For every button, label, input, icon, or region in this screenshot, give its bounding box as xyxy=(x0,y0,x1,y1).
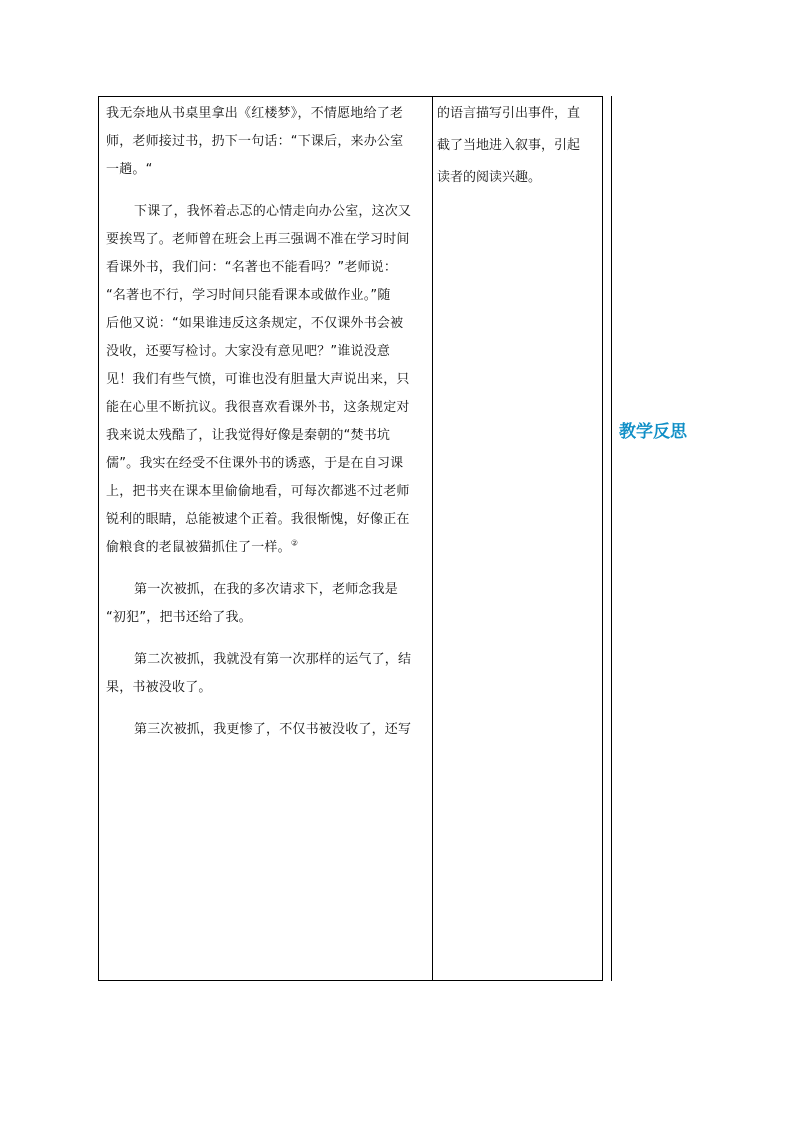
text-line: “名著也不行，学习时间只能看课本或做作业。”随 xyxy=(106,288,391,303)
text-line: 上，把书夹在课本里偷偷地看，可每次都逃不过老师 xyxy=(106,484,410,499)
text-line: 果，书被没收了。 xyxy=(106,680,212,695)
footnote-marker: ② xyxy=(290,538,299,548)
text-line: 我无奈地从书桌里拿出《红楼梦》，不情愿地给了老 xyxy=(106,106,404,121)
text-line: 第三次被抓，我更惨了，不仅书被没收了，还写 xyxy=(134,722,412,737)
text-line: 能在心里不断抗议。我很喜欢看课外书，这条规定对 xyxy=(106,400,410,415)
text-line: 第一次被抓，在我的多次请求下，老师念我是 xyxy=(134,582,399,597)
text-line: 看课外书，我们问：“名著也不能看吗？”老师说： xyxy=(106,260,398,275)
column-divider xyxy=(432,96,433,981)
text-line: 师，老师接过书，扔下一句话：“下课后，来办公室 xyxy=(106,134,404,149)
essay-text-column xyxy=(106,100,428,744)
annotation-line: 的语言描写引出事件，直 xyxy=(437,106,581,121)
paragraph-4 xyxy=(106,646,428,702)
text-line-with-marker xyxy=(106,534,428,562)
text-line: “初犯”，把书还给了我。 xyxy=(106,610,252,625)
reflection-column-rule xyxy=(611,96,612,981)
annotation-line: 读者的阅读兴趣。 xyxy=(437,170,542,185)
text-line: 下课了，我怀着忐忑的心情走向办公室，这次又 xyxy=(134,204,412,219)
text-line: 儒”。我实在经受不住课外书的诱惑，于是在自习课 xyxy=(106,456,404,471)
paragraph-2 xyxy=(106,198,428,562)
annotation-column xyxy=(437,98,599,194)
text-line: 见！我们有些气愤，可谁也没有胆量大声说出来，只 xyxy=(106,372,410,387)
teaching-reflection-heading: 教学反思 xyxy=(619,422,687,442)
annotation-line: 截了当地进入叙事，引起 xyxy=(437,138,581,153)
text-line: 要挨骂了。老师曾在班会上再三强调不准在学习时间 xyxy=(106,232,410,247)
paragraph-3 xyxy=(106,576,428,632)
text-line: 第二次被抓，我就没有第一次那样的运气了，结 xyxy=(134,652,412,667)
text-line: 锐利的眼睛，总能被逮个正着。我很惭愧，好像正在 xyxy=(106,512,410,527)
text-segment: 偷粮食的老鼠被猫抓住了一样。 xyxy=(106,540,291,555)
text-line: 我来说太残酷了，让我觉得好像是秦朝的“焚书坑 xyxy=(106,428,391,443)
text-line: 一趟。“ xyxy=(106,162,153,177)
paragraph-1 xyxy=(106,100,428,184)
text-line: 没收，还要写检讨。大家没有意见吧？”谁说没意 xyxy=(106,344,391,359)
text-line: 后他又说：“如果谁违反这条规定，不仅课外书会被 xyxy=(106,316,404,331)
paragraph-5 xyxy=(106,716,428,744)
